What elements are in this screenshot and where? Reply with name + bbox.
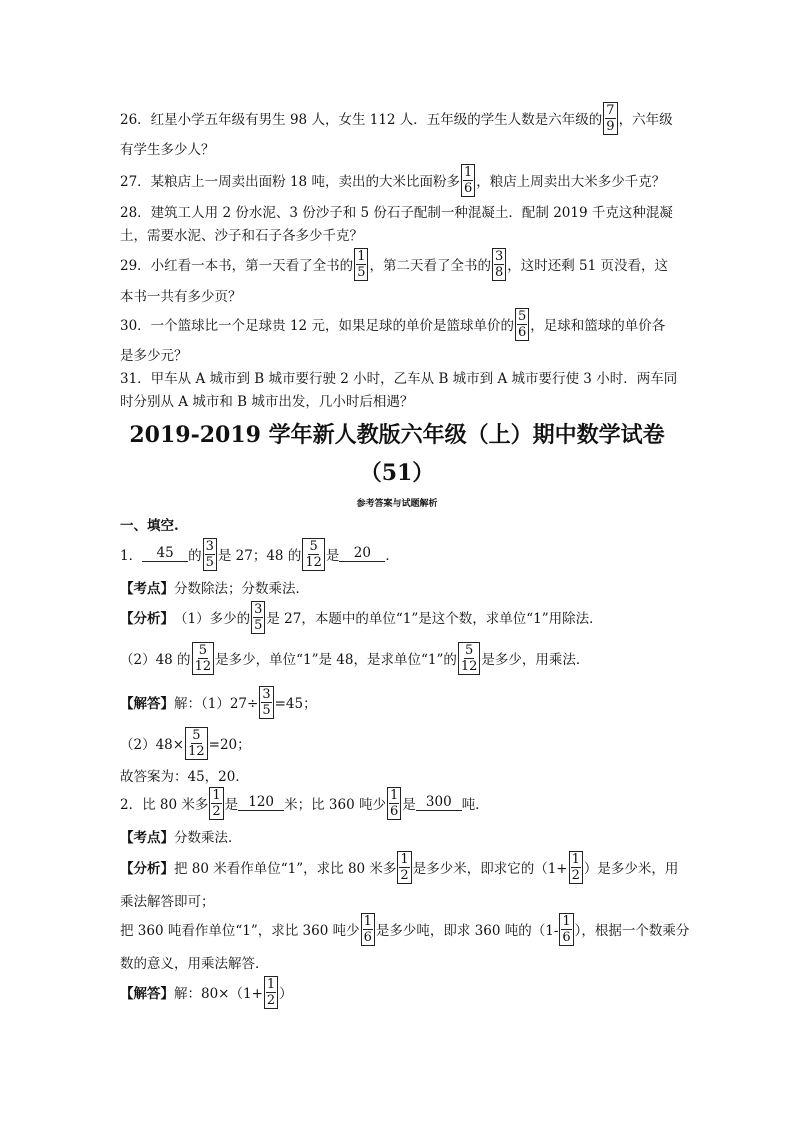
page-title: 2019-2019 学年新人教版六年级（上）期中数学试卷 — [129, 422, 665, 448]
question-29: 29．小红看一本书，第一天看了全书的 $\frac{1}{5}$ ，第二天看了全书的 $\frac{3}{8}$ ，这时还剩 51 页没看，这 — [120, 248, 669, 280]
fraction: $\frac{1}{2}$ — [397, 851, 411, 884]
answer-1-fenxi-1: 【分析】 （1）多少的 $\frac{3}{5}$ 是 27，本题中的单位“1”是这个数，求单位“1”用除法． — [120, 601, 603, 633]
page-title-number: （51） — [359, 460, 435, 486]
fraction: $\frac{3}{8}$ — [492, 248, 506, 281]
fraction: $\frac{5}{12}$ — [192, 642, 215, 675]
answer-1-kaodian: 【考点】 分数除法；分数乘法． — [120, 581, 309, 597]
question-30: 30．一个篮球比一个足球贵 12 元，如果足球的单价是篮球单价的 $\frac{5}{6}$ ，足球和篮球的单价各 — [120, 308, 666, 340]
question-26-cont: 有学生多少人？ — [120, 142, 215, 158]
fraction: $\frac{1}{6}$ — [559, 913, 573, 946]
section-heading: 一、填空. — [120, 518, 179, 534]
fraction: $\frac{5}{6}$ — [515, 308, 529, 341]
answer-1-final: 故答案为：45，20． — [120, 769, 249, 785]
fraction: $\frac{3}{5}$ — [259, 686, 273, 719]
fraction: $\frac{5}{12}$ — [185, 727, 208, 760]
fraction: $\frac{7}{9}$ — [603, 102, 617, 135]
answer-1-fenxi-2: （2）48 的 $\frac{5}{12}$ 是多少，单位“1”是 48，是求单位“1”的 $\frac{5}{12}$ 是多少，用乘法． — [120, 642, 590, 674]
answer-2-fenxi-3: 把 360 吨看作单位“1”，求比 360 吨少 $\frac{1}{6}$ 是多少吨，即求 360 吨的（1- $\frac{1}{6}$ ），根据一个数乘分 — [120, 913, 690, 945]
fraction: $\frac{1}{2}$ — [209, 787, 223, 820]
answer-blank: 300 — [416, 795, 462, 811]
answer-1-question: 1． 45 的 $\frac{3}{5}$ 是 27；48 的 $\frac{5}{12}$ 是 20 ． — [120, 538, 399, 570]
answer-2-jieda: 【解答】 解：80×（1+ $\frac{1}{2}$ ） — [120, 976, 293, 1008]
question-26: 26．红星小学五年级有男生 98 人，女生 112 人．五年级的学生人数是六年级的 $\frac{7}{9}$ ，六年级 — [120, 102, 673, 134]
fraction: $\frac{3}{5}$ — [203, 538, 217, 571]
answer-blank: 20 — [339, 546, 385, 562]
question-29-cont: 本书一共有多少页？ — [120, 289, 242, 305]
fraction: $\frac{1}{6}$ — [461, 164, 475, 197]
fraction: $\frac{5}{12}$ — [302, 538, 325, 571]
question-27: 27．某粮店上一周卖出面粉 18 吨，卖出的大米比面粉多 $\frac{1}{6}$ ，粮店上周卖出大米多少千克？ — [120, 164, 666, 196]
fraction: $\frac{1}{6}$ — [361, 913, 375, 946]
question-28: 28．建筑工人用 2 份水泥、3 份沙子和 5 份石子配制一种混凝土．配制 2019 千克这种混凝 — [120, 205, 673, 221]
question-30-cont: 是多少元？ — [120, 348, 188, 364]
answer-blank: 45 — [142, 546, 188, 562]
answer-2-fenxi-4: 数的意义，用乘法解答． — [120, 956, 269, 972]
answer-2-fenxi-1: 【分析】 把 80 米看作单位“1”，求比 80 米多 $\frac{1}{2}$ 是多少米，即求它的（1+ $\frac{1}{2}$ ）是多少米，用 — [120, 851, 679, 883]
answer-2-fenxi-2: 乘法解答即可； — [120, 894, 215, 910]
fraction: $\frac{3}{5}$ — [251, 601, 265, 634]
answer-1-jieda-2: （2）48× $\frac{5}{12}$ =20； — [120, 727, 251, 759]
question-31-cont: 时分别从 A 城市和 B 城市出发，几小时后相遇？ — [120, 394, 414, 410]
answer-blank: 120 — [238, 795, 284, 811]
answer-2-kaodian: 【考点】 分数乘法． — [120, 830, 242, 846]
answer-1-jieda-1: 【解答】 解：（1）27÷ $\frac{3}{5}$ =45； — [120, 686, 317, 718]
fraction: $\frac{1}{6}$ — [387, 787, 401, 820]
fraction: $\frac{5}{12}$ — [458, 642, 481, 675]
fraction: $\frac{1}{2}$ — [264, 976, 278, 1009]
fraction: $\frac{1}{2}$ — [569, 851, 583, 884]
question-28-cont: 土，需要水泥、沙子和石子各多少千克？ — [120, 228, 363, 244]
answer-2-question: 2．比 80 米多 $\frac{1}{2}$ 是 120 米；比 360 吨少 $\frac{1}{6}$ 是 300 吨． — [120, 787, 489, 819]
question-31: 31．甲车从 A 城市到 B 城市要行驶 2 小时，乙车从 B 城市到 A 城市要行使 3 小时．两车同 — [120, 371, 678, 387]
subtitle: 参考答案与试题解析 — [356, 499, 438, 509]
fraction: $\frac{1}{5}$ — [354, 248, 368, 281]
